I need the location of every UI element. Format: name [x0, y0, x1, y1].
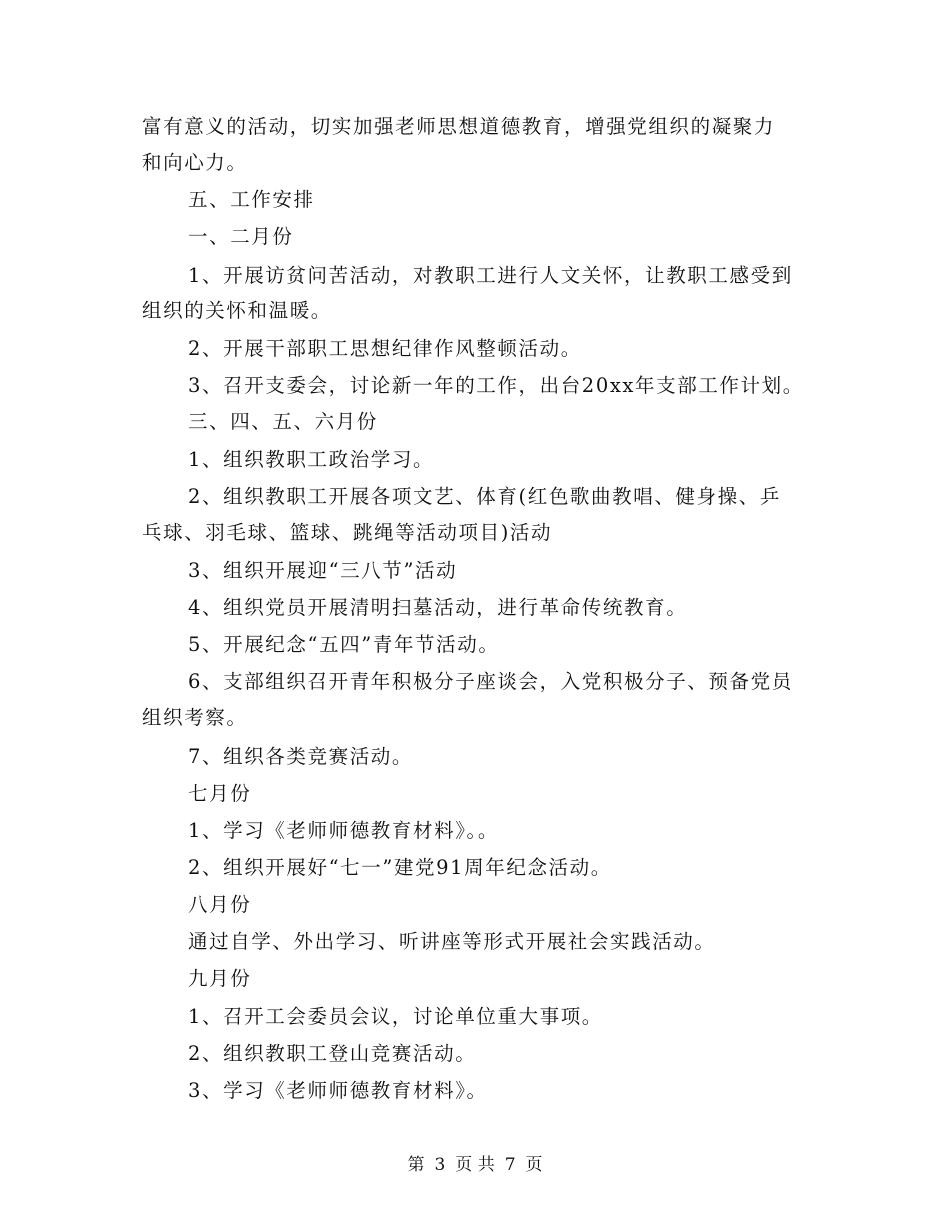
- list-item: 7、组织各类竞赛活动。: [188, 745, 414, 768]
- body-text-line: 富有意义的活动，切实加强老师思想道德教育，增强党组织的凝聚力: [142, 115, 776, 138]
- page-suffix: 页: [525, 1155, 543, 1175]
- month-heading: 一、二月份: [188, 225, 294, 248]
- list-item: 6、支部组织召开青年积极分子座谈会，入党积极分子、预备党员: [188, 670, 793, 693]
- page-mid: 页 共: [455, 1155, 495, 1175]
- page-current: 3: [434, 1155, 446, 1175]
- body-text-line: 和向心力。: [142, 151, 248, 174]
- page-total: 7: [504, 1155, 516, 1175]
- section-heading: 五、工作安排: [188, 188, 315, 211]
- list-item: 4、组织党员开展清明扫墓活动，进行革命传统教育。: [188, 596, 688, 619]
- month-heading: 七月份: [188, 782, 252, 805]
- list-item: 2、组织教职工开展各项文艺、体育(红色歌曲教唱、健身操、乒: [188, 485, 781, 508]
- list-item: 5、开展纪念“五四”青年节活动。: [188, 633, 500, 656]
- list-item: 1、组织教职工政治学习。: [188, 448, 435, 471]
- month-heading: 三、四、五、六月份: [188, 410, 378, 433]
- list-item: 3、组织开展迎“三八节”活动: [188, 559, 458, 582]
- list-item: 1、学习《老师师德教育材料》。。: [188, 819, 500, 842]
- list-item: 1、开展访贫问苦活动，对教职工进行人文关怀，让教职工感受到: [188, 264, 793, 287]
- body-text-line: 乓球、羽毛球、篮球、跳绳等活动项目)活动: [142, 521, 553, 544]
- body-text-line: 组织考察。: [142, 706, 248, 729]
- list-item: 2、组织开展好“七一”建党91周年纪念活动。: [188, 856, 612, 879]
- list-item: 2、组织教职工登山竞赛活动。: [188, 1042, 477, 1065]
- list-item: 3、召开支委会，讨论新一年的工作，出台20xx年支部工作计划。: [188, 374, 804, 397]
- list-item: 1、召开工会委员会议，讨论单位重大事项。: [188, 1005, 603, 1028]
- list-item: 3、学习《老师师德教育材料》。: [188, 1079, 488, 1102]
- body-text-line: 通过自学、外出学习、听讲座等形式开展社会实践活动。: [188, 930, 716, 953]
- page-prefix: 第: [407, 1155, 425, 1175]
- month-heading: 八月份: [188, 893, 252, 916]
- month-heading: 九月份: [188, 967, 252, 990]
- list-item: 2、开展干部职工思想纪律作风整顿活动。: [188, 337, 582, 360]
- page-number-footer: [0, 1154, 950, 1176]
- body-text-line: 组织的关怀和温暖。: [142, 299, 332, 322]
